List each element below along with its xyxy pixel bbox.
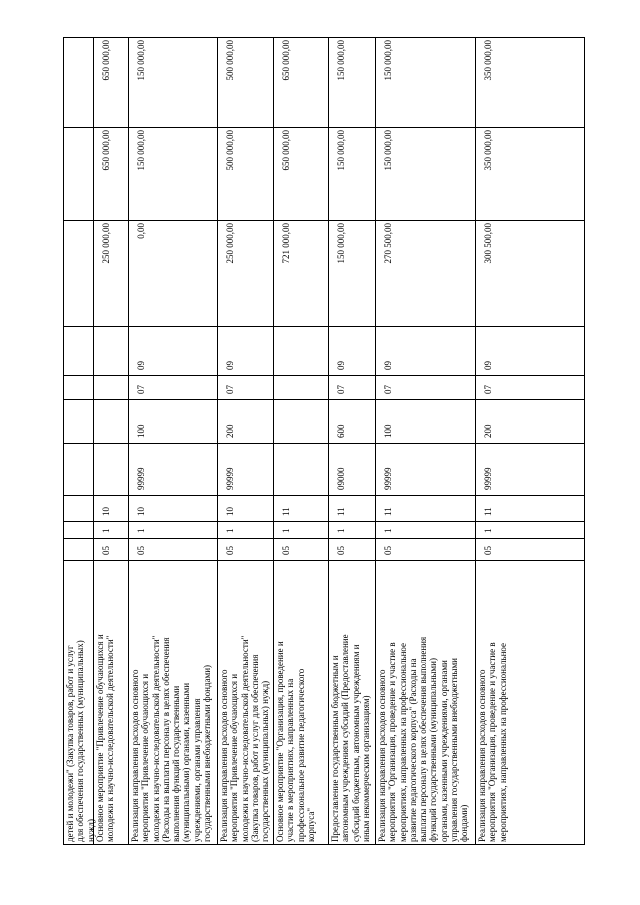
- code-expense-type: [274, 400, 328, 444]
- table-row: [63, 37, 94, 845]
- code-event: 11: [274, 496, 328, 522]
- amount-year-3: 150 000,00: [329, 37, 375, 128]
- code-section: 07: [476, 376, 584, 400]
- code-program: 05: [376, 539, 475, 561]
- code-direction: 99999: [129, 444, 217, 496]
- table-row: [218, 37, 274, 845]
- row-name: Реализация направления расходов основного мероприятия "Организация, проведение и участие в мероприятиях, направленных на профессиональное развитие педагогического корпуса" (Расходы на выплаты персоналу в целях обеспечения выполнения функций государственными (муниципальными) органами, казенными учреждениями, органами управления государственными внебюджетными фондами): [376, 561, 475, 845]
- amount-year-3: 650 000,00: [274, 37, 328, 128]
- code-direction: [94, 444, 128, 496]
- row-name: Реализация направления расходов основного мероприятия "Привлечение обучающихся и молодежи к научно-исследовательской деятельности" (Закупка товаров, работ и услуг для обеспечения государственных (муниципальных) нужд): [218, 561, 273, 845]
- code-subsection: 09: [218, 327, 273, 376]
- code-subsection: [94, 327, 128, 376]
- code-expense-type: [64, 400, 93, 444]
- table-row: [476, 37, 585, 845]
- code-expense-type: 100: [129, 400, 217, 444]
- amount-year-2: 650 000,00: [94, 128, 128, 221]
- code-subsection: 09: [129, 327, 217, 376]
- code-event: 11: [329, 496, 375, 522]
- code-expense-type: 600: [329, 400, 375, 444]
- code-subprogram: 1: [329, 522, 375, 539]
- code-event: 10: [218, 496, 273, 522]
- row-name: детей и молодежи" (Закупка товаров, работ и услуг для обеспечения государственных (муниципальных) нужд): [64, 561, 93, 845]
- code-section: 07: [129, 376, 217, 400]
- code-expense-type: 100: [376, 400, 475, 444]
- amount-year-2: 150 000,00: [329, 128, 375, 221]
- budget-table: [63, 37, 585, 845]
- code-subprogram: 1: [476, 522, 584, 539]
- amount-year-1: [64, 221, 93, 327]
- code-section: 07: [218, 376, 273, 400]
- code-program: 05: [274, 539, 328, 561]
- code-program: 05: [218, 539, 273, 561]
- code-section: 07: [329, 376, 375, 400]
- code-subsection: [64, 327, 93, 376]
- code-subprogram: 1: [129, 522, 217, 539]
- code-section: [64, 376, 93, 400]
- code-direction: 09000: [329, 444, 375, 496]
- amount-year-3: 650 000,00: [94, 37, 128, 128]
- code-direction: [274, 444, 328, 496]
- amount-year-1: 250 000,00: [94, 221, 128, 327]
- code-program: 05: [94, 539, 128, 561]
- code-subprogram: 1: [376, 522, 475, 539]
- amount-year-2: 650 000,00: [274, 128, 328, 221]
- code-expense-type: [94, 400, 128, 444]
- row-name: Реализация направления расходов основного мероприятия "Организация, проведение и участие в мероприятиях, направленных на профессиональное: [476, 561, 584, 845]
- code-event: 10: [94, 496, 128, 522]
- amount-year-1: 300 500,00: [476, 221, 584, 327]
- code-subprogram: 1: [218, 522, 273, 539]
- code-program: 05: [129, 539, 217, 561]
- amount-year-3: 500 000,00: [218, 37, 273, 128]
- code-subsection: 09: [376, 327, 475, 376]
- code-section: 07: [376, 376, 475, 400]
- code-subprogram: 1: [274, 522, 328, 539]
- code-subsection: [274, 327, 328, 376]
- amount-year-3: 350 000,00: [476, 37, 584, 128]
- amount-year-2: 350 000,00: [476, 128, 584, 221]
- amount-year-2: 500 000,00: [218, 128, 273, 221]
- amount-year-3: 150 000,00: [376, 37, 475, 128]
- amount-year-1: 0,00: [129, 221, 217, 327]
- code-program: [64, 539, 93, 561]
- code-event: 11: [476, 496, 584, 522]
- code-section: [94, 376, 128, 400]
- code-event: 11: [376, 496, 475, 522]
- amount-year-1: 150 000,00: [329, 221, 375, 327]
- amount-year-2: 150 000,00: [129, 128, 217, 221]
- code-event: [64, 496, 93, 522]
- row-name: Основное мероприятие "Привлечение обучающихся и молодежи к научно-исследовательской деятельности": [94, 561, 128, 845]
- code-subprogram: 1: [94, 522, 128, 539]
- amount-year-3: [64, 37, 93, 128]
- table-row: [274, 37, 329, 845]
- table-row: [129, 37, 218, 845]
- code-expense-type: 200: [218, 400, 273, 444]
- code-program: 05: [329, 539, 375, 561]
- table-row: [329, 37, 376, 845]
- amount-year-1: 721 000,00: [274, 221, 328, 327]
- table-row: [376, 37, 476, 845]
- code-section: [274, 376, 328, 400]
- code-direction: 99999: [476, 444, 584, 496]
- amount-year-2: 150 000,00: [376, 128, 475, 221]
- code-program: 05: [476, 539, 584, 561]
- code-direction: 99999: [218, 444, 273, 496]
- amount-year-2: [64, 128, 93, 221]
- row-name: Предоставление государственным бюджетным и автономным учреждениям субсидий (Предоставление субсидий бюджетным, автономным учреждениям и иным некоммерческим организациям): [329, 561, 375, 845]
- code-subsection: 09: [476, 327, 584, 376]
- amount-year-1: 270 500,00: [376, 221, 475, 327]
- code-direction: [64, 444, 93, 496]
- amount-year-3: 150 000,00: [129, 37, 217, 128]
- code-subprogram: [64, 522, 93, 539]
- code-event: 10: [129, 496, 217, 522]
- row-name: Реализация направления расходов основного мероприятия "Привлечение обучающихся и молодежи к научно-исследовательской деятельности" (Расходы на выплаты персоналу в целях обеспечения выполнения функций государственными (муниципальными) органами, казенными учреждениями, органами управления государственными внебюджетными фондами): [129, 561, 217, 845]
- code-direction: 99999: [376, 444, 475, 496]
- code-subsection: 09: [329, 327, 375, 376]
- code-expense-type: 200: [476, 400, 584, 444]
- row-name: Основное мероприятие "Организация, проведение и участие в мероприятиях, направленных на профессиональное развитие педагогического корпуса": [274, 561, 328, 845]
- amount-year-1: 250 000,00: [218, 221, 273, 327]
- table-row: [94, 37, 129, 845]
